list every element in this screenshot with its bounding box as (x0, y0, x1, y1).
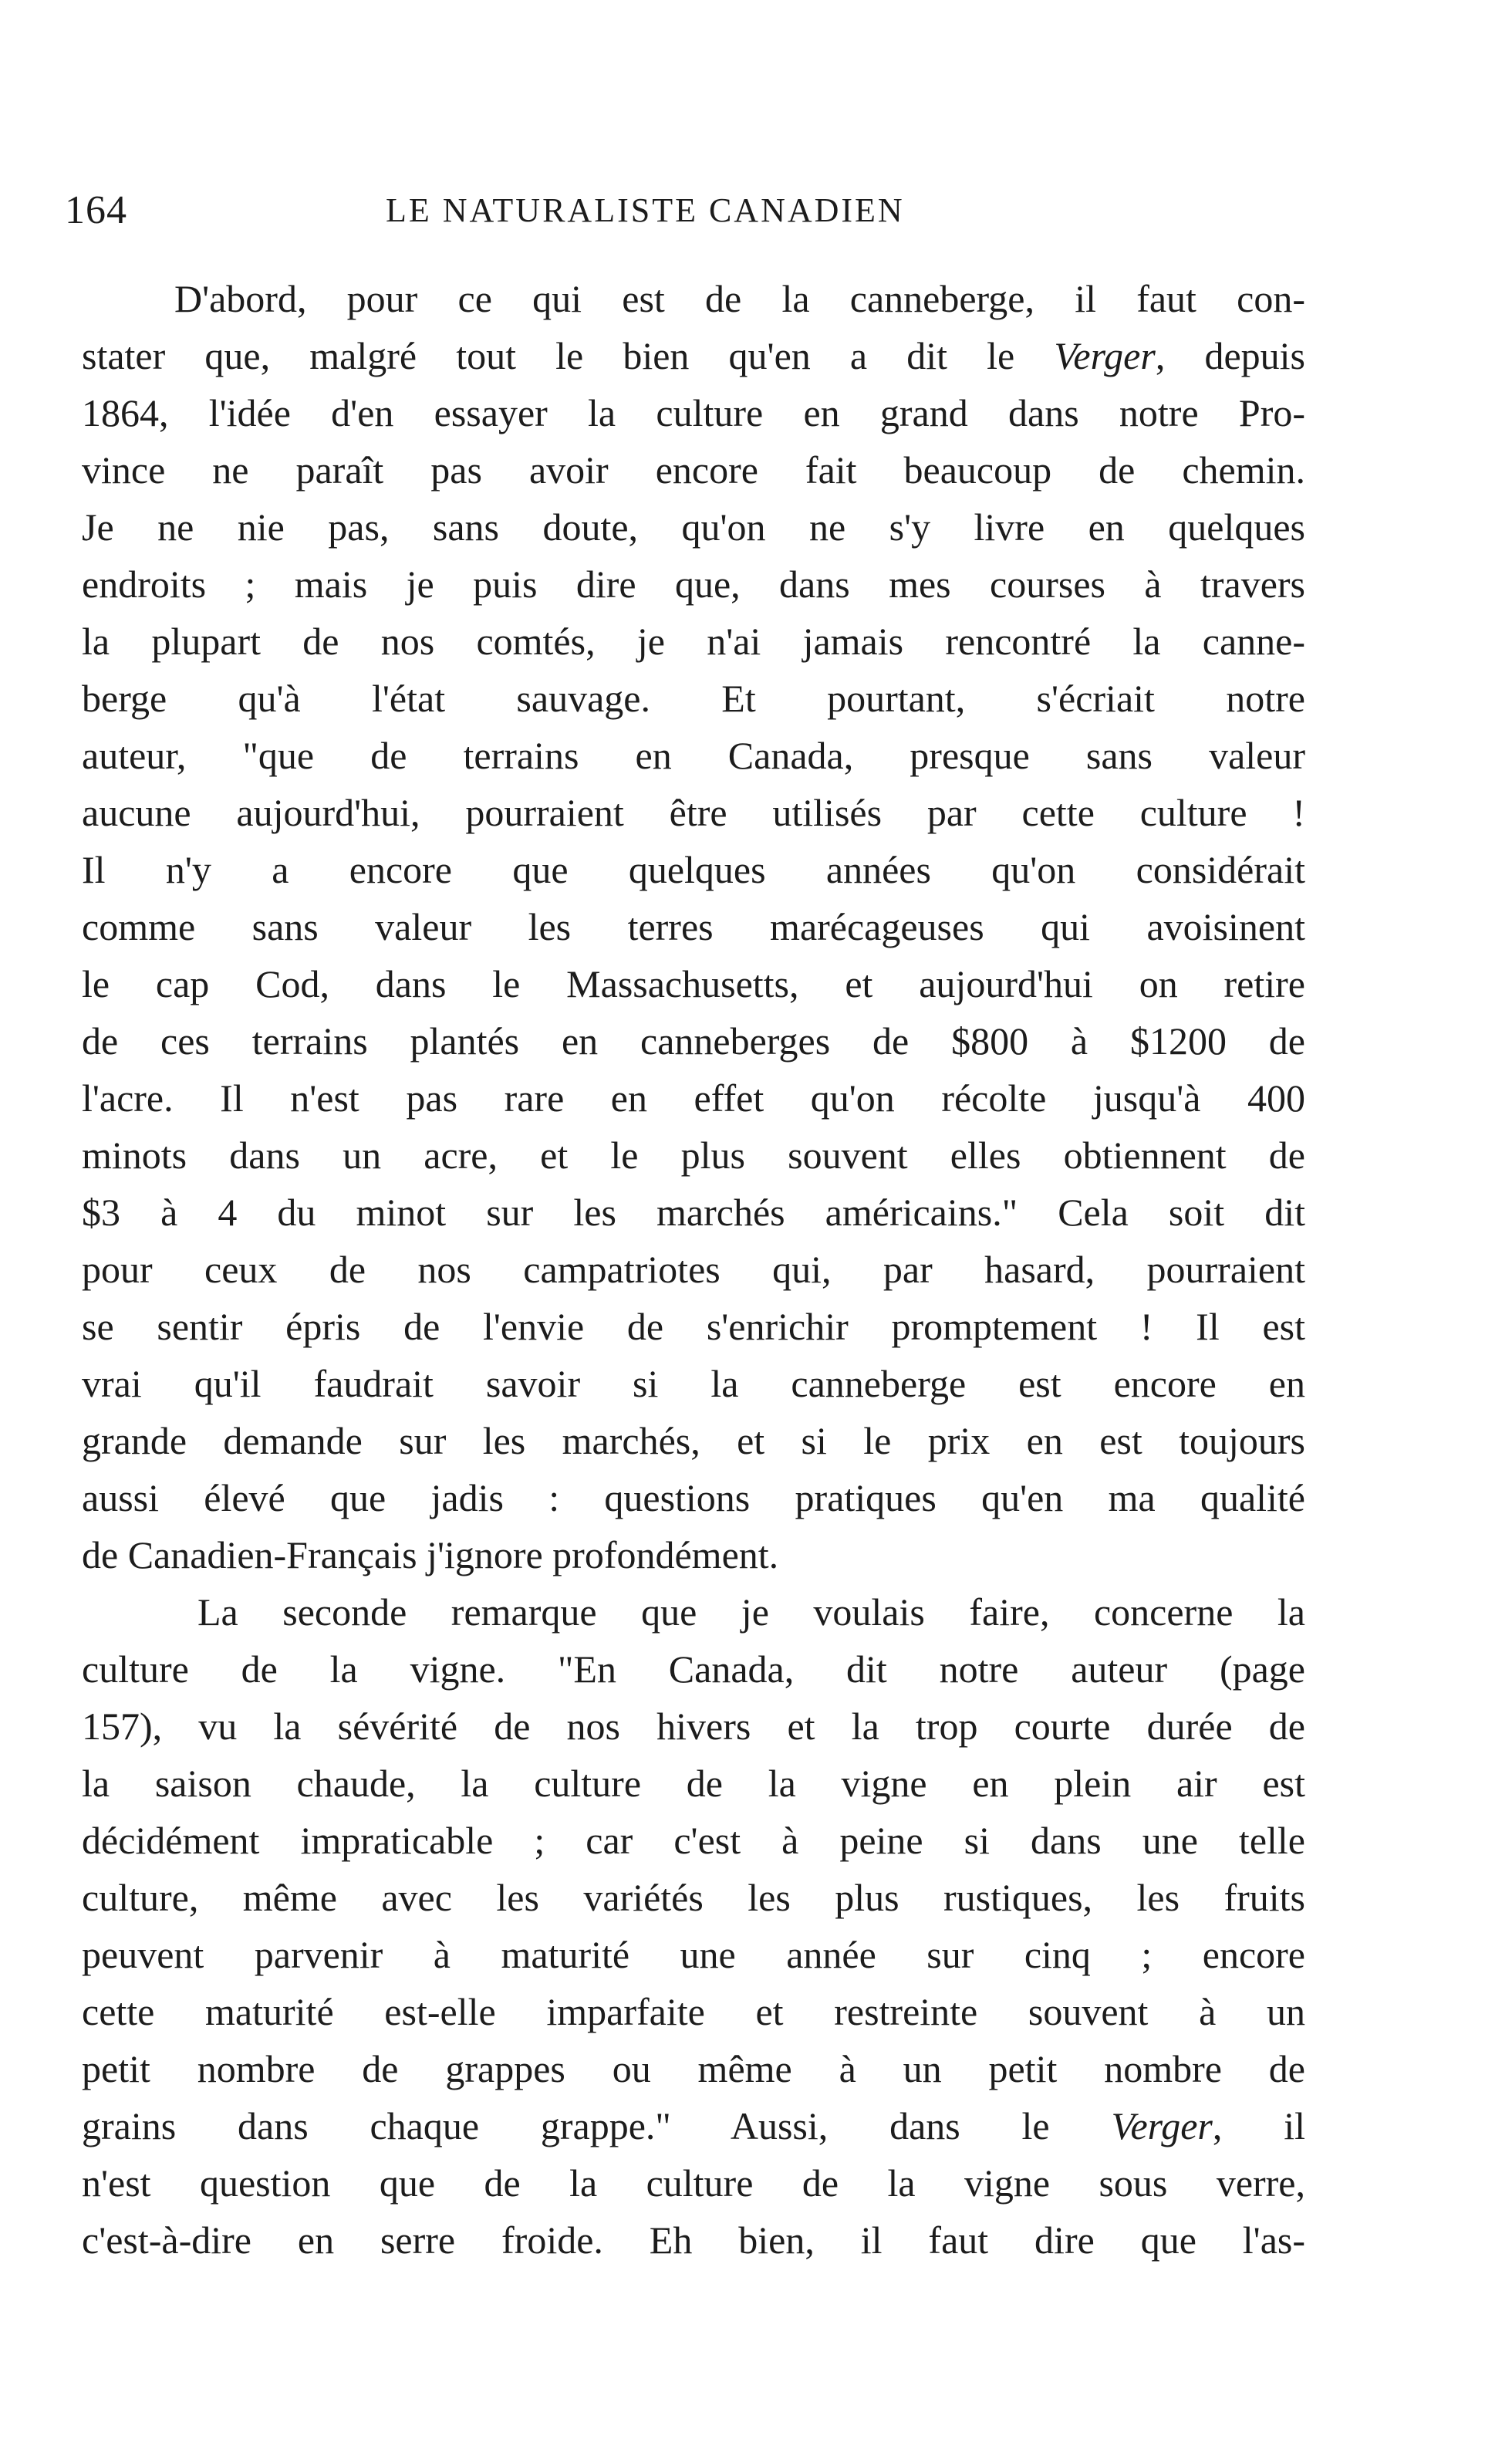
running-title: LE NATURALISTE CANADIEN (386, 191, 905, 229)
text-line: peuvent parvenir à maturité une année sur cinq ; encore (82, 1933, 1305, 1976)
text-line: se sentir épris de l'envie de s'enrichir promptement ! Il est (82, 1305, 1305, 1348)
text-line: Il n'y a encore que quelques années qu'on considérait (82, 848, 1305, 891)
text-line: grande demande sur les marchés, et si le prix en est toujours (82, 1419, 1305, 1462)
text-line: décidément impraticable ; car c'est à peine si dans une telle (82, 1819, 1305, 1862)
italic-title: Verger (1054, 334, 1156, 377)
text-line: de ces terrains plantés en canneberges de $800 à $1200 de (82, 1019, 1305, 1063)
text-body (82, 270, 1305, 2269)
text-line: l'acre. Il n'est pas rare en effet qu'on récolte jusqu'à 400 (82, 1076, 1305, 1120)
text-line: La seconde remarque que je voulais faire, concerne la (197, 1590, 1305, 1634)
text-line: la plupart de nos comtés, je n'ai jamais rencontré la canne- (82, 620, 1305, 663)
text-line: comme sans valeur les terres marécageuses qui avoisinent (82, 905, 1305, 948)
text-line: aucune aujourd'hui, pourraient être utilisés par cette culture ! (82, 791, 1305, 834)
text-line: le cap Cod, dans le Massachusetts, et aujourd'hui on retire (82, 962, 1305, 1005)
text-line: berge qu'à l'état sauvage. Et pourtant, s'écriait notre (82, 677, 1305, 720)
text-line: c'est-à-dire en serre froide. Eh bien, il faut dire que l'as- (82, 2218, 1305, 2262)
text-line: petit nombre de grappes ou même à un petit nombre de (82, 2047, 1305, 2090)
text-line: de Canadien-Français j'ignore profondément. (82, 1533, 779, 1576)
text-line: culture, même avec les variétés les plus rustiques, les fruits (82, 1876, 1305, 1919)
text-line: aussi élevé que jadis : questions pratiques qu'en ma qualité (82, 1476, 1305, 1519)
text-line: cette maturité est-elle imparfaite et restreinte souvent à un (82, 1990, 1305, 2033)
text-line: vrai qu'il faudrait savoir si la canneberge est encore en (82, 1362, 1305, 1405)
text-line: n'est question que de la culture de la vigne sous verre, (82, 2161, 1305, 2205)
paragraph (82, 1583, 1305, 2269)
text-line: minots dans un acre, et le plus souvent elles obtiennent de (82, 1134, 1305, 1177)
paragraph (82, 270, 1305, 1583)
text-line: auteur, "que de terrains en Canada, presque sans valeur (82, 734, 1305, 777)
text-line: culture de la vigne. "En Canada, dit notre auteur (page (82, 1647, 1305, 1691)
text-line: la saison chaude, la culture de la vigne en plein air est (82, 1762, 1305, 1805)
text-line: Je ne nie pas, sans doute, qu'on ne s'y livre en quelques (82, 505, 1305, 549)
text-line: grains dans chaque grappe." Aussi, dans le Verger, il (82, 2104, 1305, 2147)
text-line: stater que, malgré tout le bien qu'en a dit le Verger, depuis (82, 334, 1306, 377)
page-header (65, 184, 1299, 238)
text-line: pour ceux de nos campatriotes qui, par hasard, pourraient (82, 1248, 1305, 1291)
italic-title: Verger (1111, 2104, 1213, 2147)
text-line: $3 à 4 du minot sur les marchés américains." Cela soit dit (82, 1191, 1305, 1234)
text-line: D'abord, pour ce qui est de la canneberge, il faut con- (174, 277, 1305, 320)
text-line: vince ne paraît pas avoir encore fait beaucoup de chemin. (82, 448, 1305, 492)
text-line: 157), vu la sévérité de nos hivers et la trop courte durée de (82, 1705, 1305, 1748)
text-line: 1864, l'idée d'en essayer la culture en grand dans notre Pro- (82, 391, 1305, 434)
page-number: 164 (65, 188, 127, 232)
text-line: endroits ; mais je puis dire que, dans mes courses à travers (82, 563, 1305, 606)
